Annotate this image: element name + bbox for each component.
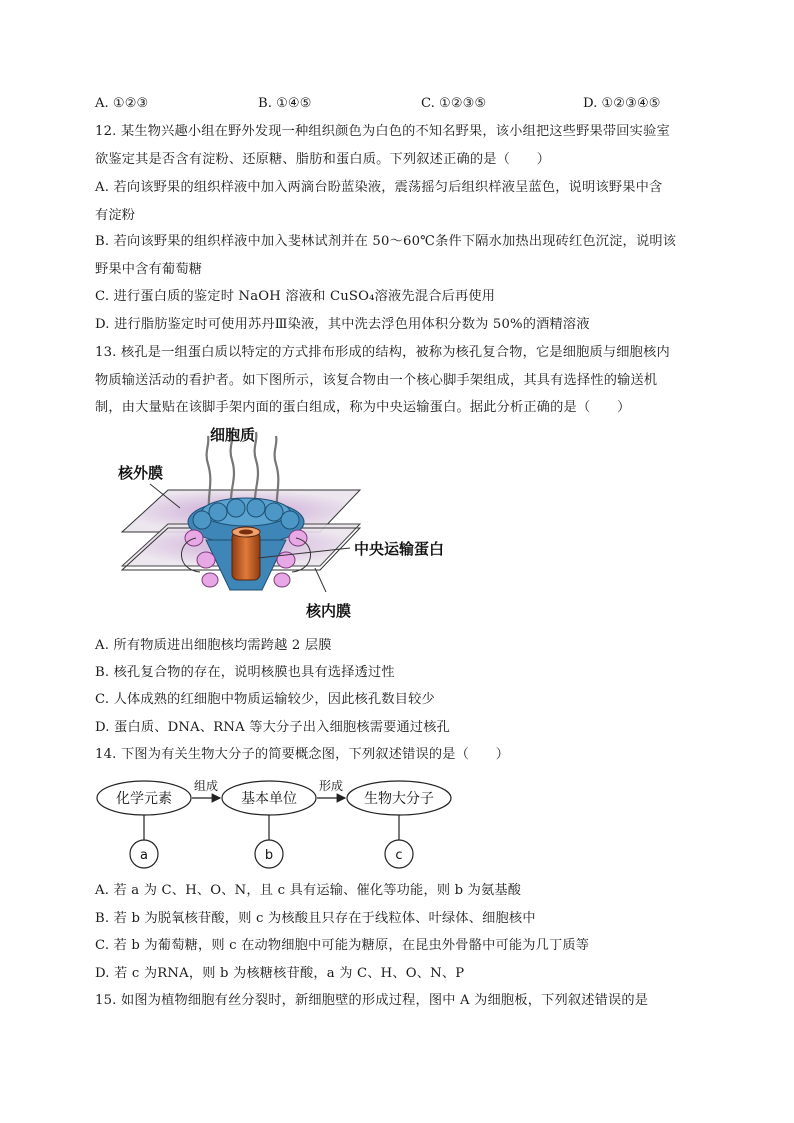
- q12-option-b-line2: 野果中含有葡萄糖: [95, 262, 203, 277]
- q14-stem: 14. 下图为有关生物大分子的简要概念图，下列叙述错误的是（ ）: [95, 747, 510, 762]
- q12-stem-line2: 欲鉴定其是否含有淀粉、还原糖、脂肪和蛋白质。下列叙述正确的是（ ）: [95, 152, 551, 167]
- q12-option-c: C. 进行蛋白质的鉴定时 NaOH 溶液和 CuSO₄溶液先混合后再使用: [95, 289, 496, 304]
- leaf-c-label: c: [395, 848, 403, 863]
- leaf-b-label: b: [264, 848, 274, 863]
- q13-stem-line3: 制，由大量贴在该脚手架内面的蛋白组成，称为中央运输蛋白。据此分析正确的是（ ）: [95, 400, 631, 415]
- q12-option-b-line1: B. 若向该野果的组织样液中加入斐林试剂并在 50～60℃条件下隔水加热出现砖红色沉淀，说明该: [95, 234, 677, 249]
- edge1-label: 组成: [193, 779, 219, 793]
- q14-option-c: C. 若 b 为葡萄糖，则 c 在动物细胞中可能为糖原，在昆虫外骨骼中可能为几丁质等: [95, 938, 590, 953]
- q12-option-a-line2: 有淀粉: [95, 208, 136, 223]
- q14-option-b: B. 若 b 为脱氧核苷酸，则 c 为核酸且只存在于线粒体、叶绿体、细胞核中: [95, 911, 536, 926]
- leaf-a-label: a: [140, 848, 148, 863]
- nuclear-pore-figure: [110, 420, 490, 632]
- q15-stem: 15. 如图为植物细胞有丝分裂时，新细胞壁的形成过程，图中 A 为细胞板，下列叙述错误的是: [95, 993, 649, 1008]
- node1-label: 化学元素: [116, 791, 172, 807]
- q12-stem-line1: 12. 某生物兴趣小组在野外发现一种组织颜色为白色的不知名野果，该小组把这些野果带回实验室: [95, 124, 670, 139]
- q13-stem-line1: 13. 核孔是一组蛋白质以特定的方式排布形成的结构，被称为核孔复合物，它是细胞质与细胞核内: [95, 345, 670, 360]
- q11-option-c: C. ①②③⑤: [421, 96, 487, 111]
- label-inner-membrane: 核内膜: [306, 602, 352, 620]
- q14-option-d: D. 若 c 为RNA，则 b 为核糖核苷酸，a 为 C、H、O、N、P: [95, 966, 465, 981]
- concept-map-diagram: [94, 772, 454, 872]
- q13-option-d: D. 蛋白质、DNA、RNA 等大分子出入细胞核需要通过核孔: [95, 720, 451, 735]
- q13-option-c: C. 人体成熟的红细胞中物质运输较少，因此核孔数目较少: [95, 692, 435, 707]
- q12-option-a-line1: A. 若向该野果的组织样液中加入两滴台盼蓝染液，震荡摇匀后组织样液呈蓝色，说明该野果中含: [95, 180, 663, 195]
- central-transport-protein: [232, 532, 260, 580]
- label-outer-membrane: 核外膜: [118, 464, 164, 482]
- q12-option-d: D. 进行脂肪鉴定时可使用苏丹Ⅲ染液，其中洗去浮色用体积分数为 50%的酒精溶液: [95, 317, 590, 332]
- q11-option-a: A. ①②③: [95, 96, 149, 111]
- edge2-label: 形成: [318, 779, 344, 793]
- label-central-transport-protein: 中央运输蛋白: [354, 540, 445, 558]
- label-cytoplasm: 细胞质: [210, 426, 256, 444]
- node3-label: 生物大分子: [364, 791, 434, 807]
- node2-label: 基本单位: [241, 791, 297, 807]
- q11-option-b: B. ①④⑤: [258, 96, 312, 111]
- q11-option-d: D. ①②③④⑤: [583, 96, 661, 111]
- q14-option-a: A. 若 a 为 C、H、O、N，且 c 具有运输、催化等功能，则 b 为氨基酸: [95, 883, 522, 898]
- q13-stem-line2: 物质输送活动的看护者。如下图所示，该复合物由一个核心脚手架组成，其具有选择性的输送机: [95, 373, 658, 388]
- q13-option-a: A. 所有物质进出细胞核均需跨越 2 层膜: [95, 638, 332, 653]
- q13-option-b: B. 核孔复合物的存在，说明核膜也具有选择透过性: [95, 665, 395, 680]
